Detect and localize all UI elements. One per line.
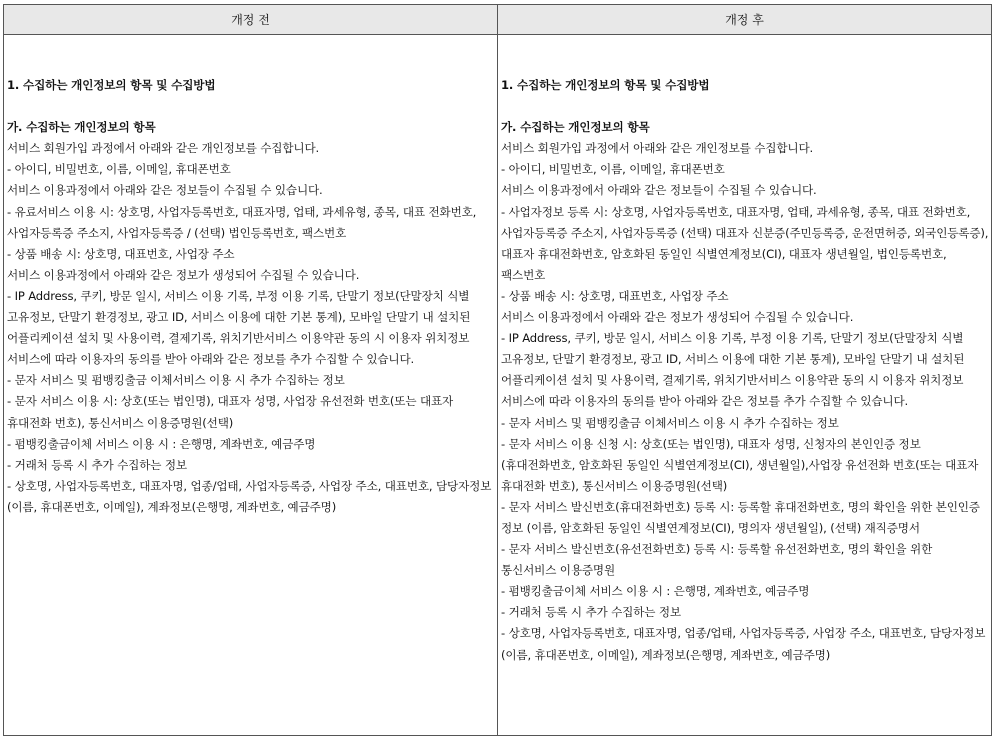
after-cell — [498, 35, 992, 736]
before-text-line: - 아이디, 비밀번호, 이름, 이메일, 휴대폰번호 — [7, 162, 231, 177]
before-text-line: 서비스 이용과정에서 아래와 같은 정보들이 수집될 수 있습니다. — [7, 183, 323, 198]
after-text-line: - IP Address, 쿠키, 방문 일시, 서비스 이용 기록, 부정 이용 기록, 단말기 정보(단말장치 식별 고유정보, 단말기 환경정보, 광고 ID, 서비스 이용에 대한 기본 통계), 모바일 단말기 내 설치된 어플리케이션 설치 및 사용이력, 결제기록, 위치기반서비스 이용약관 동의 시 이용자 위치정보 — [501, 331, 965, 388]
before-text-line: - 거래처 등록 시 추가 수집하는 정보 — [7, 457, 187, 472]
after-text-line: - 거래처 등록 시 추가 수집하는 정보 — [501, 605, 681, 620]
after-text-line: 서비스 이용과정에서 아래와 같은 정보들이 수집될 수 있습니다. — [501, 183, 817, 198]
after-text-line: - 펌뱅킹출금이체 서비스 이용 시 : 은행명, 계좌번호, 예금주명 — [501, 584, 810, 599]
before-text-line: - 문자 서비스 및 펌뱅킹출금 이체서비스 이용 시 추가 수집하는 정보 — [7, 373, 345, 388]
after-text-line: 서비스 회원가입 과정에서 아래와 같은 개인정보를 수집합니다. — [501, 141, 814, 156]
before-cell — [4, 35, 498, 736]
content-row — [4, 35, 992, 736]
before-text-line: - 펌뱅킹출금이체 서비스 이용 시 : 은행명, 계좌번호, 예금주명 — [7, 436, 316, 451]
before-text-line: - IP Address, 쿠키, 방문 일시, 서비스 이용 기록, 부정 이용 기록, 단말기 정보(단말장치 식별 고유정보, 단말기 환경정보, 광고 ID, 서비스 이용에 대한 기본 통계), 모바일 단말기 내 설치된 어플리케이션 설치 및 사용이력, 결제기록, 위치기반서비스 이용약관 동의 시 이용자 위치정보 — [7, 288, 471, 346]
comparison-table — [3, 4, 992, 736]
before-text-line: - 상호명, 사업자등록번호, 대표자명, 업종/업태, 사업자등록증, 사업장 주소, 대표번호, 담당자정보(이름, 휴대폰번호, 이메일), 계좌정보(은행명, 계좌번호, 예금주명) — [7, 478, 492, 514]
after-text-line: - 문자 서비스 및 펌뱅킹출금 이체서비스 이용 시 추가 수집하는 정보 — [501, 415, 839, 430]
before-text-line: - 문자 서비스 이용 시: 상호(또는 법인명), 대표자 성명, 사업장 유선전화 번호(또는 대표자 휴대전화 번호), 통신서비스 이용증명원(선택) — [7, 394, 454, 430]
after-text-line: - 상품 배송 시: 상호명, 대표번호, 사업장 주소 — [501, 288, 729, 303]
after-text-line: - 상호명, 사업자등록번호, 대표자명, 업종/업태, 사업자등록증, 사업장 주소, 대표번호, 담당자정보(이름, 휴대폰번호, 이메일), 계좌정보(은행명, 계좌번호, 예금주명) — [501, 626, 986, 662]
before-sub-title: 가. 수집하는 개인정보의 항목 — [7, 120, 156, 135]
before-text-line: 서비스 회원가입 과정에서 아래와 같은 개인정보를 수집합니다. — [7, 141, 320, 156]
before-lines — [7, 138, 495, 518]
before-section-title: 1. 수집하는 개인정보의 항목 및 수집방법 — [7, 78, 216, 92]
after-text-line: - 사업자정보 등록 시: 상호명, 사업자등록번호, 대표자명, 업태, 과세유형, 종목, 대표 전화번호, 사업자등록증 주소지, 사업자등록증 (선택) 대표자 신분증(주민등록증, 운전면허증, 외국인등록증), 대표자 휴대전화번호, 암호화된 동일인 식별연계정보(CI), 대표자 생년월일, 법인등록번호, 팩스번호 — [501, 204, 989, 282]
after-text-line: - 문자 서비스 발신번호(유선전화번호) 등록 시: 등록할 유선전화번호, 명의 확인을 위한 통신서비스 이용증명원 — [501, 542, 933, 578]
header-after: 개정 후 — [498, 5, 992, 35]
before-text-line: - 유료서비스 이용 시: 상호명, 사업자등록번호, 대표자명, 업태, 과세유형, 종목, 대표 전화번호, 사업자등록증 주소지, 사업자등록증 / (선택) 법인등록번호, 팩스번호 — [7, 204, 477, 240]
after-section-title: 1. 수집하는 개인정보의 항목 및 수집방법 — [501, 78, 710, 92]
after-sub-title: 가. 수집하는 개인정보의 항목 — [501, 120, 650, 135]
after-text-line: - 문자 서비스 이용 신청 시: 상호(또는 법인명), 대표자 성명, 신청자의 본인인증 정보(휴대전화번호, 암호화된 동일인 식별연계정보(CI), 생년월일),사업장 유선전화 번호(또는 대표자 휴대전화 번호), 통신서비스 이용증명원(선택) — [501, 436, 979, 493]
before-text-line: 서비스 이용과정에서 아래와 같은 정보가 생성되어 수집될 수 있습니다. — [7, 267, 360, 282]
after-text-line: 서비스 이용과정에서 아래와 같은 정보가 생성되어 수집될 수 있습니다. — [501, 310, 854, 325]
header-before: 개정 전 — [4, 5, 498, 35]
before-text-line: - 상품 배송 시: 상호명, 대표번호, 사업장 주소 — [7, 246, 235, 261]
after-column — [498, 35, 991, 666]
after-text-line: - 아이디, 비밀번호, 이름, 이메일, 휴대폰번호 — [501, 162, 725, 177]
after-text-line: - 문자 서비스 발신번호(휴대전화번호) 등록 시: 등록할 휴대전화번호, 명의 확인을 위한 본인인증 정보 (이름, 암호화된 동일인 식별연계정보(CI), 명의자 생년월일), (선택) 재직증명서 — [501, 499, 980, 535]
header-row — [4, 5, 992, 35]
before-text-line: 서비스에 따라 이용자의 동의를 받아 아래와 같은 정보를 추가 수집할 수 있습니다. — [7, 352, 415, 367]
after-lines — [501, 138, 989, 665]
after-text-line: 서비스에 따라 이용자의 동의를 받아 아래와 같은 정보를 추가 수집할 수 있습니다. — [501, 394, 909, 409]
before-column — [4, 35, 497, 518]
